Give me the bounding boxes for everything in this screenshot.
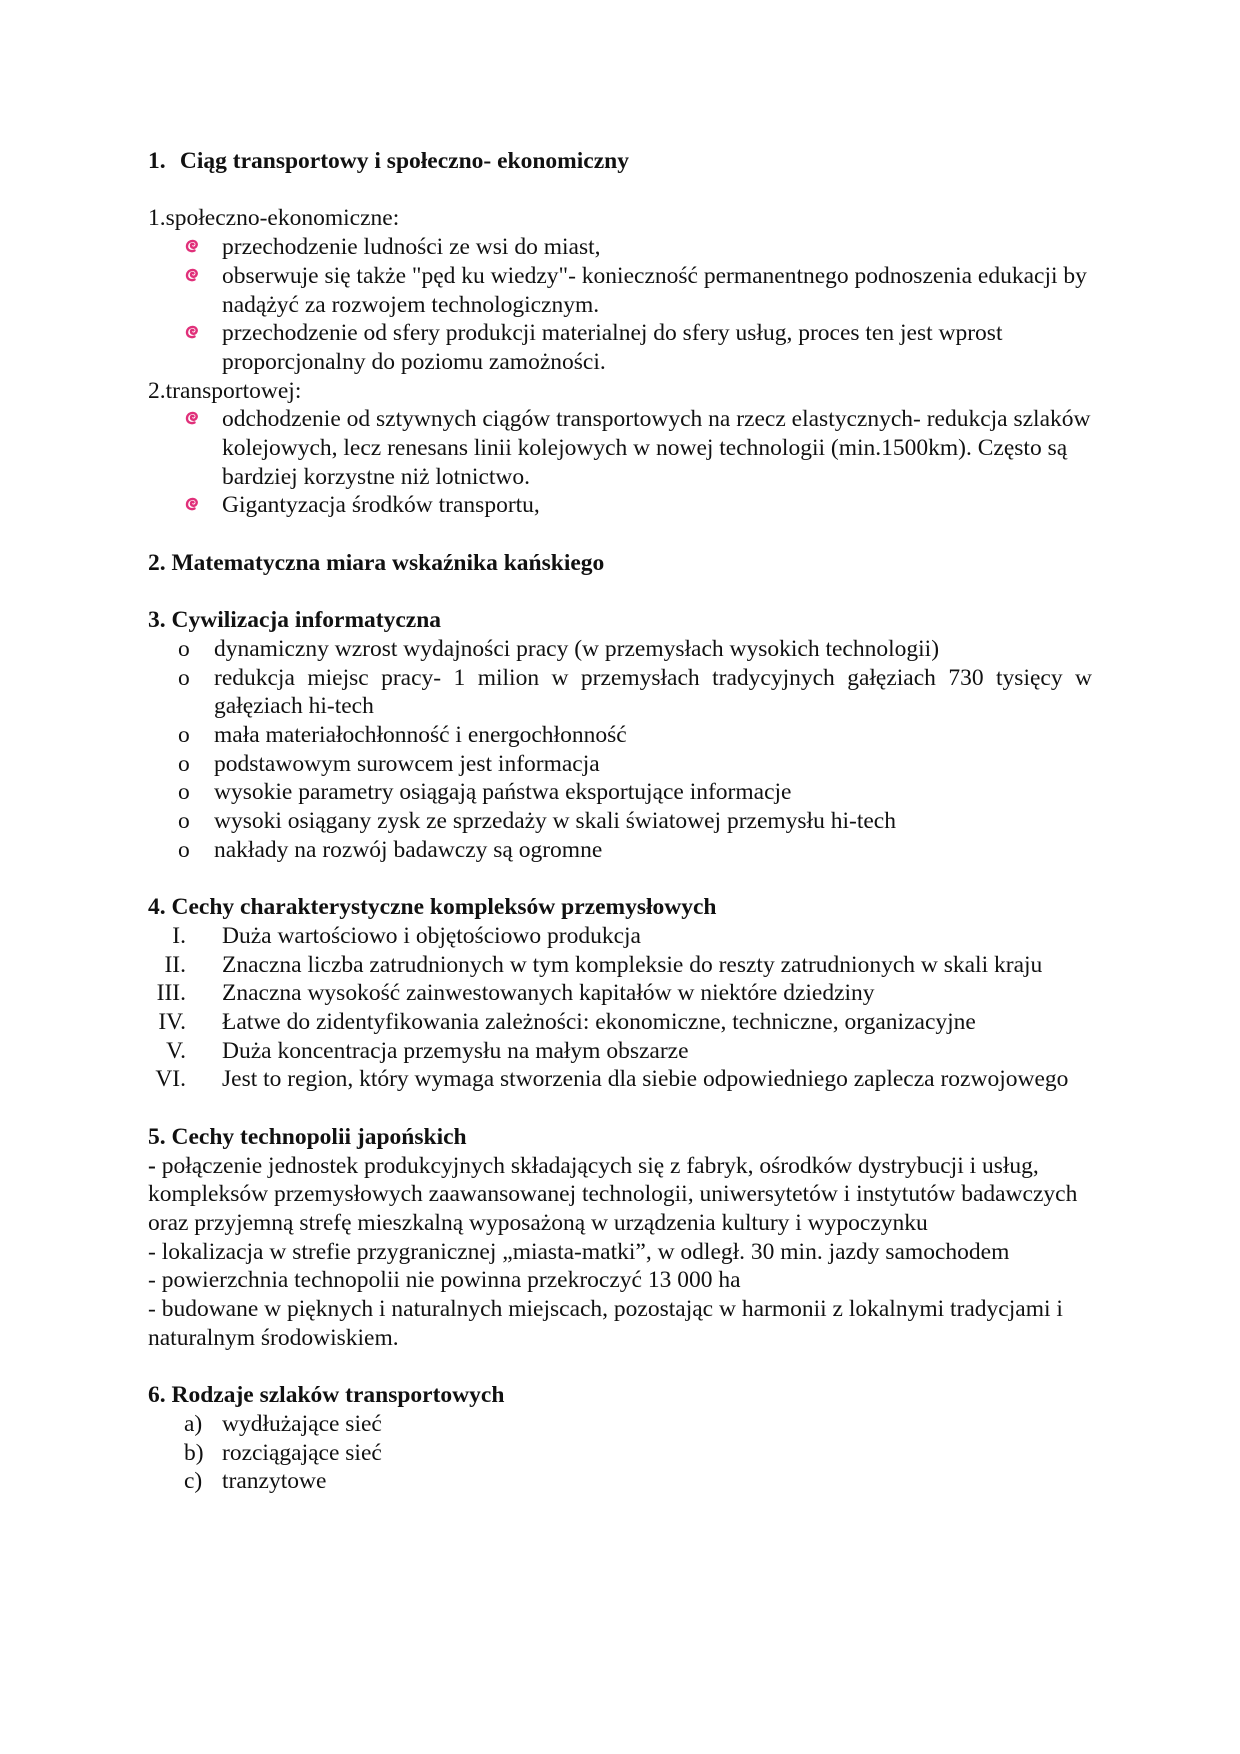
section-5-paragraph-4: - budowane w pięknych i naturalnych miejscach, pozostając w harmonii z lokalnymi tradycjami i naturalnym środowiskiem. <box>148 1296 1063 1351</box>
spiral-bullet-icon <box>148 262 222 291</box>
list-item-text: przechodzenie ludności ze wsi do miast, <box>222 234 601 261</box>
list-item <box>148 1467 1092 1496</box>
list-item-text: podstawowym surowcem jest informacja <box>214 750 600 777</box>
section-5-heading: 5. Cechy technopolii japońskich <box>148 1123 467 1150</box>
list-item <box>148 635 1092 664</box>
roman-numeral-marker: IV. <box>158 1009 186 1036</box>
subsection-1-label: 1.społeczno-ekonomiczne: <box>148 205 400 232</box>
document-content <box>148 147 1092 1496</box>
section-4-list <box>148 922 1092 1094</box>
list-item <box>148 491 1092 520</box>
alpha-marker: c) <box>184 1468 203 1495</box>
section-6-list <box>148 1410 1092 1496</box>
list-item <box>148 664 1092 721</box>
section-4-heading: 4. Cechy charakterystyczne kompleksów przemysłowych <box>148 894 717 921</box>
paragraph-text: połączenie jednostek produkcyjnych składających się z fabryk, ośrodków dystrybucji i usług, kompleksów przemysłowych zaawansowanej technologii, uniwersytetów i instytutów badawczych oraz przyjemną strefę mieszkalną wyposażoną w urządzenia kultury i wypoczynku <box>148 1152 1078 1236</box>
list-item-text: Duża wartościowo i objętościowo produkcja <box>222 922 641 949</box>
list-item-text: Łatwe do zidentyfikowania zależności: ekonomiczne, techniczne, organizacyjne <box>222 1009 976 1036</box>
section-5-paragraph-1 <box>148 1152 1092 1238</box>
list-item-text: wysoki osiągany zysk ze sprzedaży w skali światowej przemysłu hi-tech <box>214 808 896 835</box>
section-3-heading: 3. Cywilizacja informatyczna <box>148 607 442 634</box>
alpha-marker: a) <box>184 1410 203 1437</box>
list-item <box>148 1410 1092 1439</box>
list-item-text: Jest to region, który wymaga stworzenia dla siebie odpowiedniego zaplecza rozwojowego <box>222 1066 1069 1093</box>
list-item-text: przechodzenie od sfery produkcji materialnej do sfery usług, proces ten jest wprost proporcjonalny do poziomu zamożności. <box>222 320 1003 375</box>
list-item <box>148 233 1092 262</box>
list-item <box>148 778 1092 807</box>
dash-marker: - <box>148 1152 156 1179</box>
section-6-heading: 6. Rodzaje szlaków transportowych <box>148 1382 505 1409</box>
roman-numeral-marker: VI. <box>155 1066 186 1093</box>
list-item <box>148 836 1092 865</box>
spiral-bullet-icon <box>148 319 222 348</box>
section-1-heading <box>148 147 1092 176</box>
list-item <box>148 1439 1092 1468</box>
list-item-text: rozciągające sieć <box>222 1439 382 1466</box>
list-item <box>148 750 1092 779</box>
circle-bullet-icon: o <box>178 808 190 835</box>
spiral-bullet-icon <box>148 233 222 262</box>
circle-bullet-icon: o <box>178 635 190 662</box>
list-item-text: wysokie parametry osiągają państwa eksportujące informacje <box>214 779 792 806</box>
list-item <box>148 807 1092 836</box>
subsection-1-list <box>148 233 1092 377</box>
list-item-text: redukcja miejsc pracy- 1 milion w przemysłach tradycyjnych gałęziach 730 tysięcy w gałęziach hi-tech <box>214 664 1092 720</box>
list-item <box>148 1037 1092 1066</box>
spiral-bullet-icon <box>148 491 222 520</box>
alpha-marker: b) <box>184 1439 204 1466</box>
list-item <box>148 1065 1092 1094</box>
spiral-bullet-icon <box>148 405 222 434</box>
section-5-paragraph-3: - powierzchnia technopolii nie powinna przekroczyć 13 000 ha <box>148 1267 741 1294</box>
list-item-text: Duża koncentracja przemysłu na małym obszarze <box>222 1037 689 1064</box>
list-item-text: Znaczna liczba zatrudnionych w tym kompleksie do reszty zatrudnionych w skali kraju <box>222 951 1043 978</box>
list-item-text: nakłady na rozwój badawczy są ogromne <box>214 836 603 863</box>
roman-numeral-marker: I. <box>172 922 186 949</box>
list-item <box>148 951 1092 980</box>
circle-bullet-icon: o <box>178 836 190 863</box>
section-5-paragraph-2: - lokalizacja w strefie przygranicznej „miasta-matki”, w odległ. 30 min. jazdy samochodem <box>148 1238 1010 1265</box>
roman-numeral-marker: II. <box>164 951 186 978</box>
list-item-text: wydłużające sieć <box>222 1410 382 1437</box>
list-item <box>148 405 1092 491</box>
list-item-text: Gigantyzacja środków transportu, <box>222 492 540 519</box>
circle-bullet-icon: o <box>178 779 190 806</box>
list-item <box>148 979 1092 1008</box>
section-2-heading: 2. Matematyczna miara wskaźnika kańskiego <box>148 549 605 576</box>
section-1-title: Ciąg transportowy i społeczno- ekonomiczny <box>179 148 629 174</box>
section-1-number: 1. <box>148 148 166 174</box>
list-item-text: tranzytowe <box>222 1468 327 1495</box>
list-item-text: obserwuje się także "pęd ku wiedzy"- konieczność permanentnego podnoszenia edukacji by nadążyć za rozwojem technologicznym. <box>222 262 1087 318</box>
list-item-text: odchodzenie od sztywnych ciągów transportowych na rzecz elastycznych- redukcja szlaków kolejowych, lecz renesans linii kolejowych w nowej technologii (min.1500km). Często są bardziej korzystne niż lotnictwo. <box>222 406 1091 490</box>
circle-bullet-icon: o <box>178 750 190 777</box>
list-item <box>148 1008 1092 1037</box>
roman-numeral-marker: V. <box>166 1037 186 1064</box>
list-item <box>148 319 1092 376</box>
roman-numeral-marker: III. <box>156 980 186 1007</box>
circle-bullet-icon: o <box>178 664 190 691</box>
list-item <box>148 262 1092 319</box>
subsection-2-label: 2.transportowej: <box>148 377 302 404</box>
list-item-text: Znaczna wysokość zainwestowanych kapitałów w niektóre dziedziny <box>222 980 875 1007</box>
list-item <box>148 922 1092 951</box>
list-item-text: dynamiczny wzrost wydajności pracy (w przemysłach wysokich technologii) <box>214 635 940 662</box>
subsection-2-list <box>148 405 1092 520</box>
section-3-list <box>148 635 1092 865</box>
list-item <box>148 721 1092 750</box>
list-item-text: mała materiałochłonność i energochłonność <box>214 722 627 749</box>
circle-bullet-icon: o <box>178 722 190 749</box>
